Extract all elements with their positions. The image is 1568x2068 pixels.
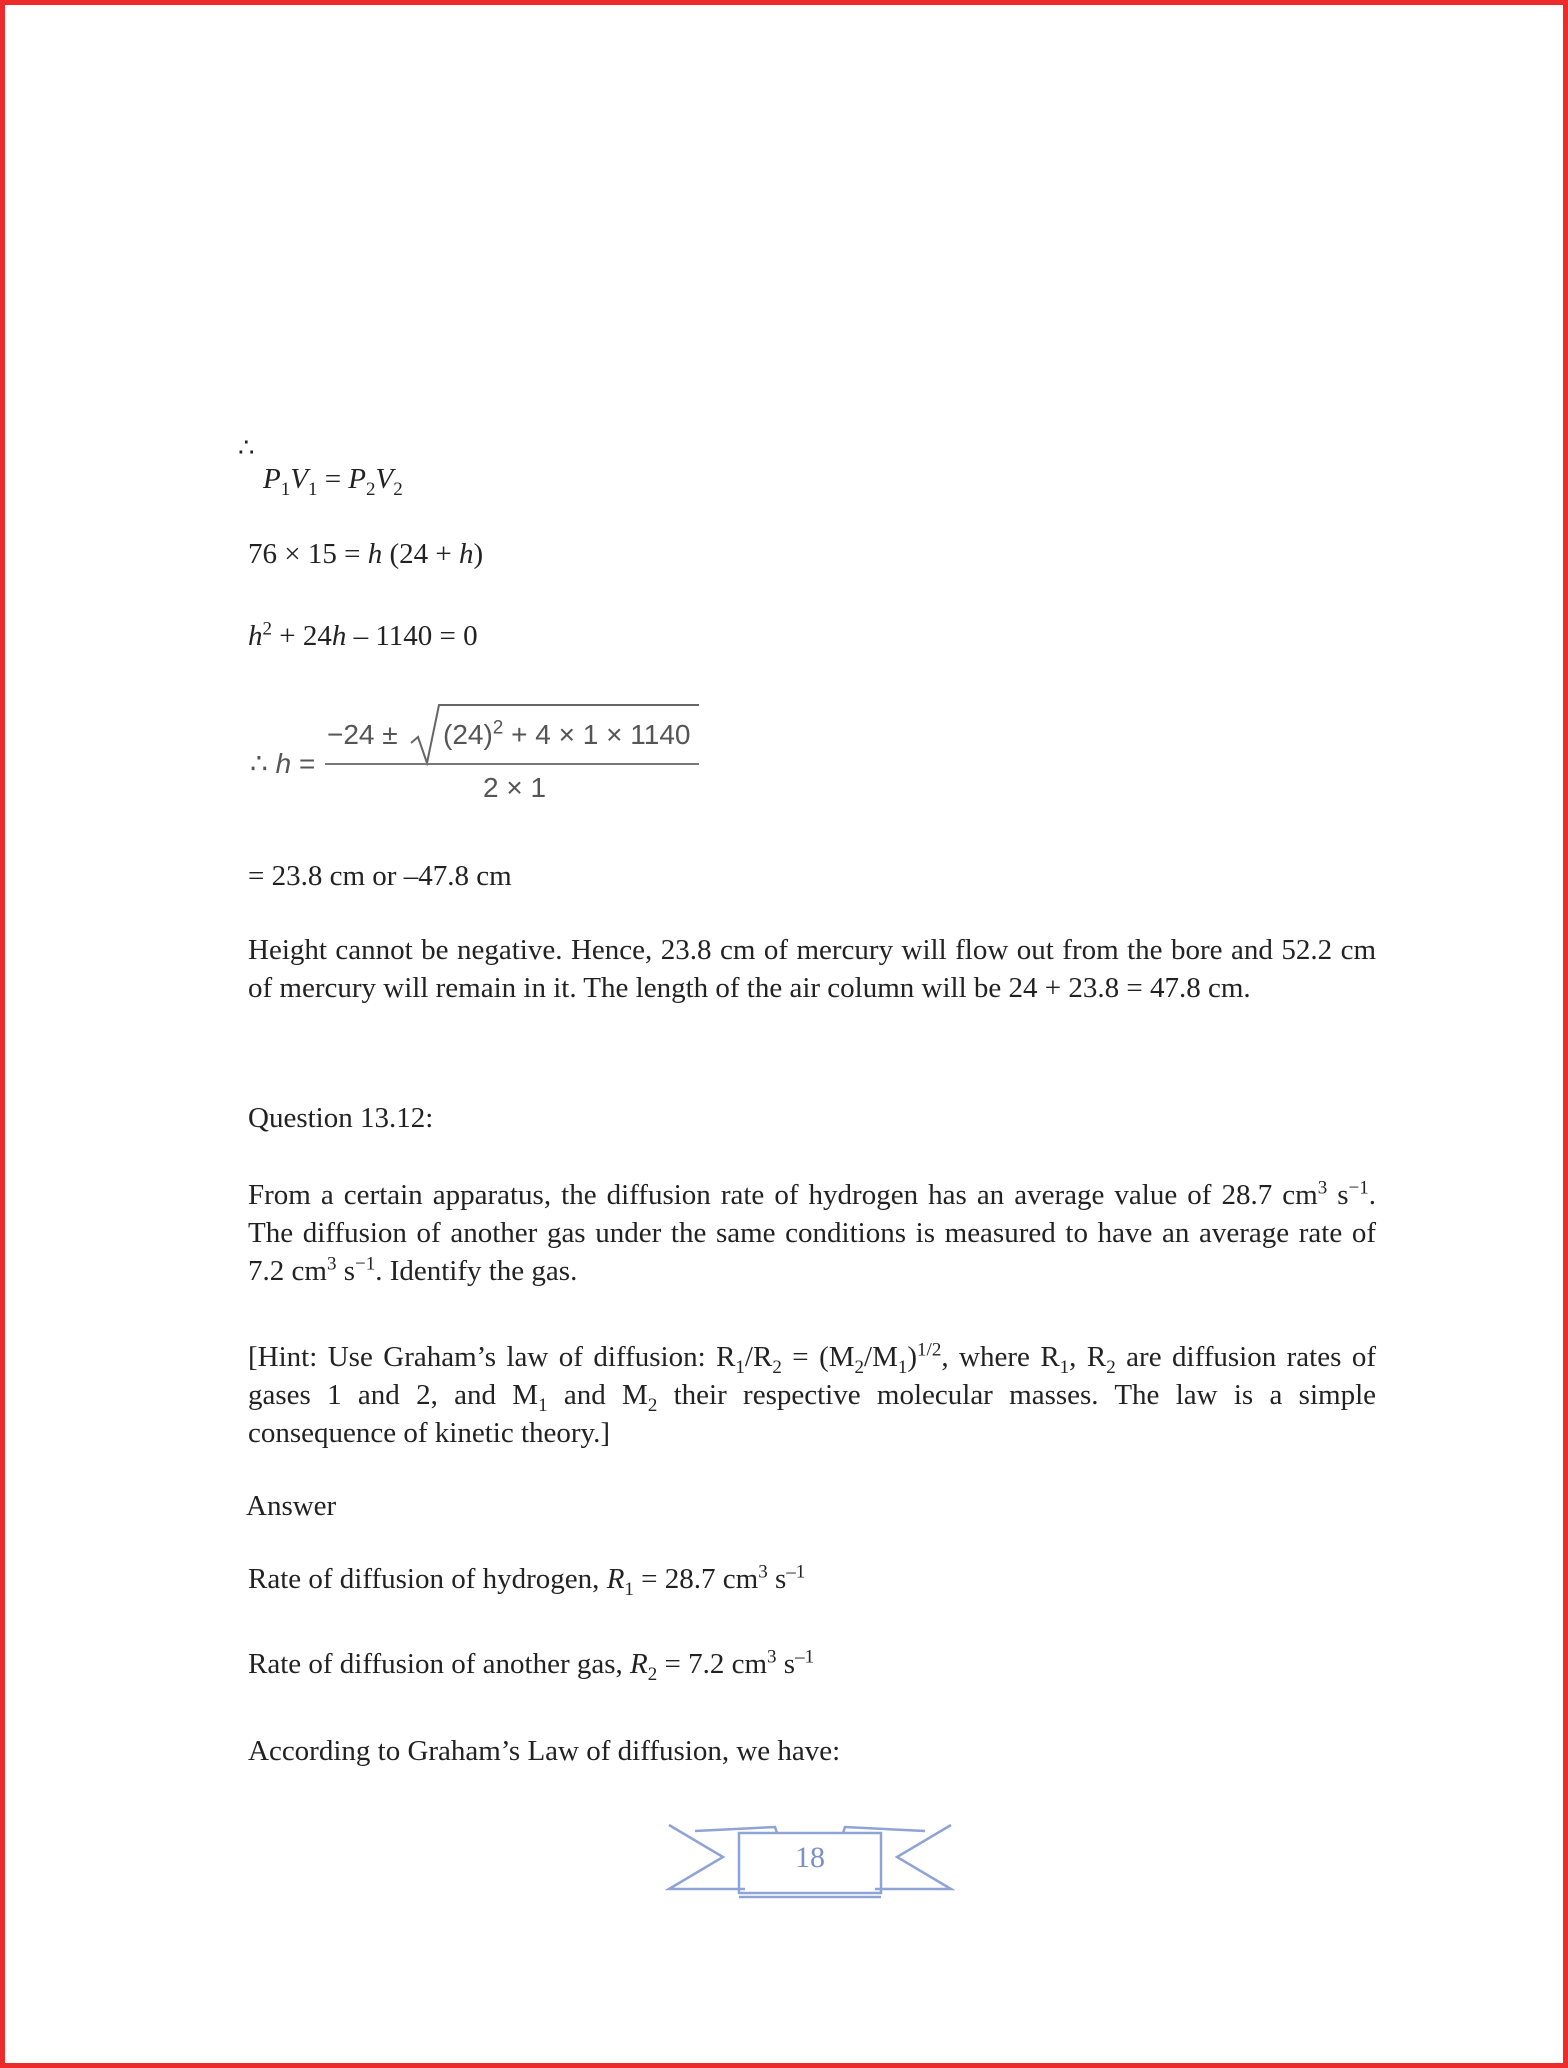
page-number: 18 [795,1841,825,1874]
rate-hydrogen: Rate of diffusion of hydrogen, $R_1 = 28.7$ $cm^3$ $s^{-1}$ [248,1561,806,1600]
conclusion-paragraph: Height cannot be negative. Hence, 23.8 cm of mercury will flow out from the bore and 52.2 cm of mercury will remain in it. The length of the air column will be 24 + 23.8 = 47.8 cm. [248,934,1376,1004]
equation-formula-radicand: $(24)^2 + 4 \times 1 \times 1140$ [443,717,691,750]
equation-result: = 23.8 cm or –47.8 cm [248,860,512,892]
equation-formula-numerator: −24 ± [327,719,398,750]
question-text: From a certain apparatus, the diffusion rate of hydrogen has an average value of 28.7 $cm^3$ $s^{-1}$. The diffusion of another gas under the same conditions is measured to have an average rate of 7.2 $cm^3$ $s^{-1}$. Identify the gas. [248,1177,1376,1287]
answer-label: Answer [246,1490,337,1522]
hint-text: [Hint: Use Graham’s law of diffusion: $R_1/R_2 = (M_2/M_1)^{1/2}$, where $R_1$, $R_2$ are diffusion rates of gases 1 and 2, and $M_1$ and $M_2$ their respective molecular masses. The law is a simple consequence of kinetic theory.] [248,1339,1377,1449]
therefore-symbol: ∴ [238,433,255,462]
equation-formula-denominator: 2 × 1 [483,772,547,803]
grahams-law-line: According to Graham’s Law of diffusion, we have: [248,1735,841,1767]
fraction-bar [325,763,699,765]
question-label: Question 13.12: [248,1102,434,1134]
equation-boyle: $P_1V_1 = P_2V_2$ [263,463,403,500]
equation-substitution: 76 × 15 = h (24 + h) [248,538,484,570]
equation-quadratic: $h^2 + 24h - 1140 = 0$ [248,618,478,652]
page-number-badge [665,1823,955,1903]
equation-formula-lhs: ∴ h = [250,748,316,779]
rate-other-gas: Rate of diffusion of another gas, $R_2 = 7.2$ $cm^3$ $s^{-1}$ [248,1646,815,1685]
